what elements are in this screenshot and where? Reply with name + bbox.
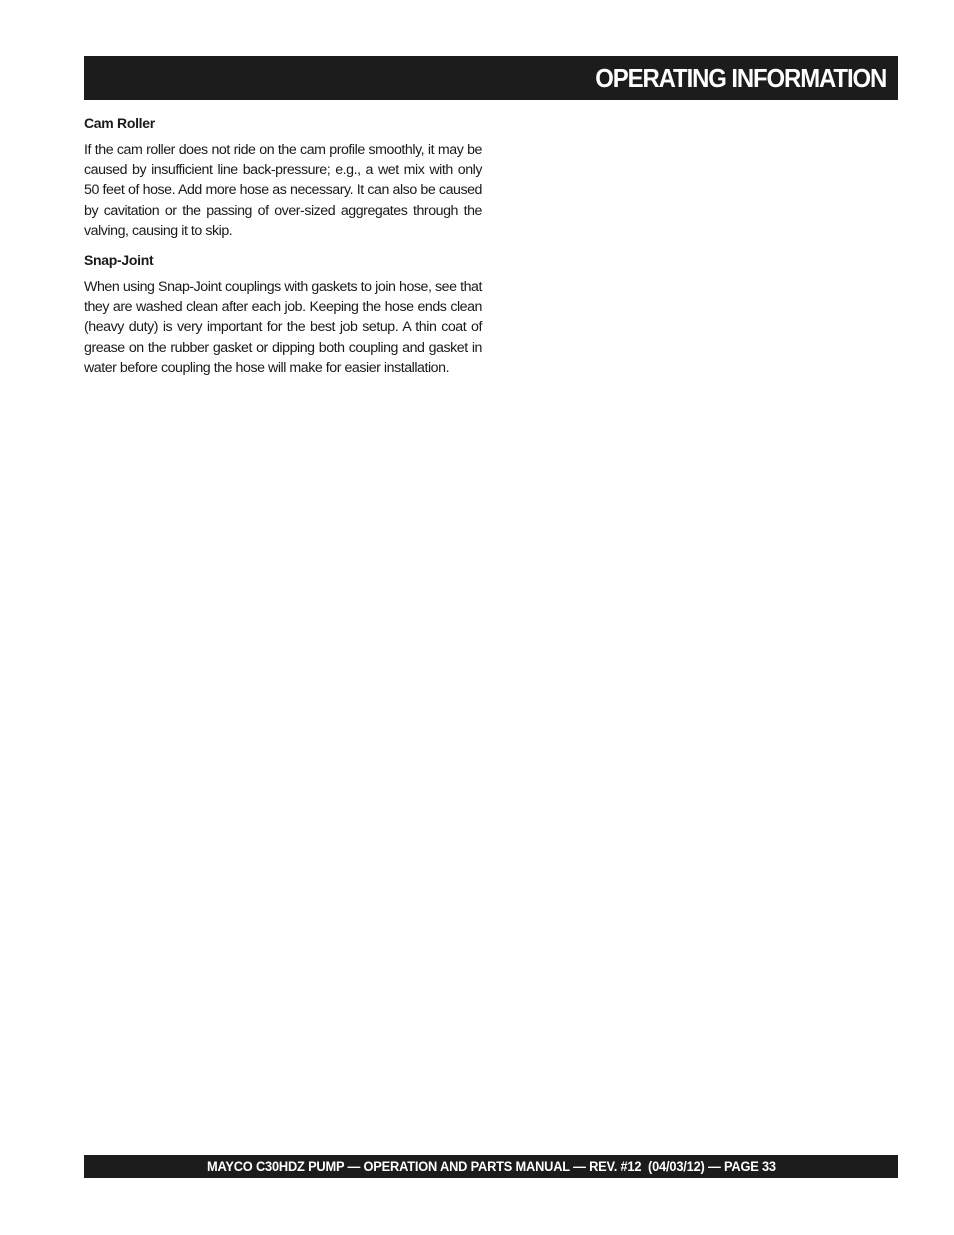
content-column xyxy=(84,114,482,388)
section-body: When using Snap-Joint couplings with gaskets to join hose, see that they are washed clean after each job. Keeping the hose ends clean (heavy duty) is very important for the best job setup. A thin coat of grease on the rubber gasket or dipping both coupling and gasket in water before coupling the hose will make for easier installation. xyxy=(84,279,482,376)
section-body: If the cam roller does not ride on the cam profile smoothly, it may be caused by insufficient line back-pressure; e.g., a wet mix with only 50 feet of hose. Add more hose as necessary. It can also be caused by cavitation or the passing of over-sized aggregates through the valving, causing it to skip. xyxy=(84,142,482,239)
section-snap-joint xyxy=(84,251,482,378)
section-heading: Cam Roller xyxy=(84,115,155,131)
page-header-bar xyxy=(84,56,898,100)
page-title: OPERATING INFORMATION xyxy=(595,62,886,93)
section-cam-roller xyxy=(84,114,482,241)
page-footer-bar xyxy=(84,1155,898,1178)
section-heading: Snap-Joint xyxy=(84,252,154,269)
footer-text: MAYCO C30HDZ PUMP — OPERATION AND PARTS MANUAL — REV. #12 (04/03/12) — PAGE 33 xyxy=(206,1159,776,1174)
